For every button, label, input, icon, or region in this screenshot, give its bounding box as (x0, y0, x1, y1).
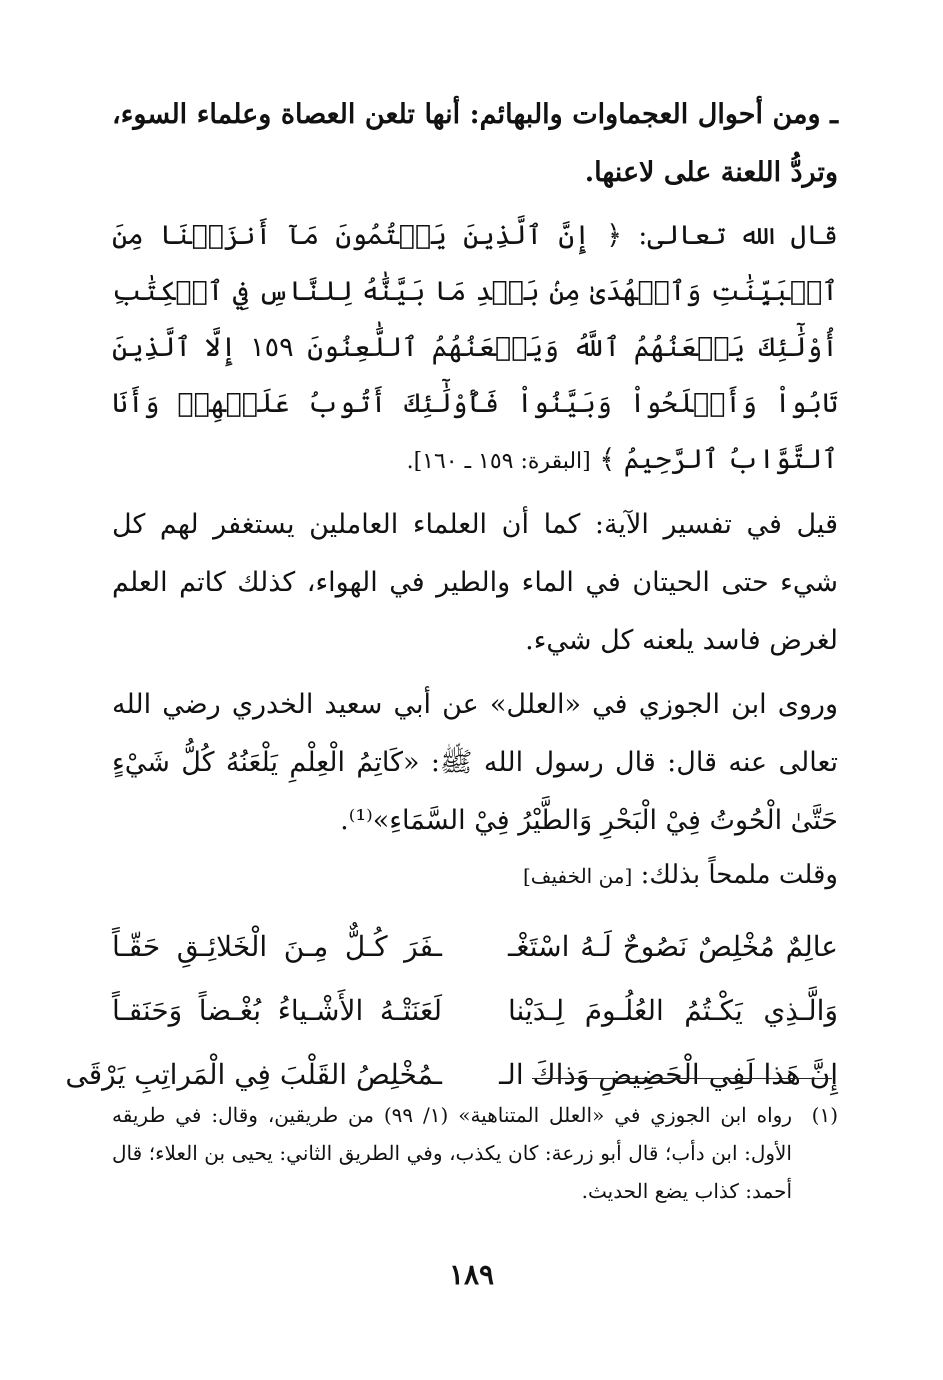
verse-first-hemistich: عالِمٌ مُخْلِصٌ نَصُوحٌ لَـهُ اسْتَغْـ (508, 930, 838, 963)
paragraph-hadith: وروى ابن الجوزي في «العلل» عن أبي سعيد الخدري رضي الله تعالى عنه قال: قال رسول الله ﷺ: «كَاتِمُ الْعِلْمِ يَلْعَنُهُ كُلُّ شَيْءٍ حَتَّىٰ الْحُوتُ فِيْ الْبَحْرِ وَالطَّيْرُ فِيْ السَّمَاءِ»⁽¹⁾. (112, 689, 838, 836)
poem-intro: وقلت ملمحاً بذلك: (632, 860, 838, 890)
poem-verse (112, 915, 838, 979)
page-body (65, 86, 838, 1107)
verse-second-hemistich: ـفَرَ كُـلٌّ مِـنَ الْخَلائِـقِ حَقّـاً (112, 930, 442, 963)
footnote-text: رواه ابن الجوزي في «العلل المتناهية» (١/ ٩٩) من طريقين، وقال: في طريقه الأول: ابن دأب؛ قال أبو زرعة: كان يكذب، وفي الطريق الثاني: يحيى بن العلاء؛ قال أحمد: كذاب يضع الحديث. (112, 1103, 792, 1203)
footnote-separator (532, 1078, 832, 1079)
quran-intro: قال الله تعالى: (622, 220, 838, 251)
verse-first-hemistich: وَالَّـذِي يَكْـتُمُ العُلُـومَ لِـدَيْنا (508, 994, 838, 1027)
verse-second-hemistich: ـمُخْلِصُ القَلْبَ فِي الْمَراتِبِ يَرْقَى (65, 1058, 442, 1091)
quran-verse: ﴿ إِنَّ ٱلَّذِينَ يَكۡتُمُونَ مَآ أَنزَلۡنَا مِنَ ٱلۡبَيِّنَٰتِ وَٱلۡهُدَىٰ مِنۢ بَعۡدِ مَا بَيَّنَّٰهُ لِلنَّاسِ فِي ٱلۡكِتَٰبِ أُوْلَٰٓئِكَ يَلۡعَنُهُمُ ٱللَّهُ وَيَلۡعَنُهُمُ ٱللَّٰعِنُونَ ١٥٩ إِلَّا ٱلَّذِينَ تَابُواْ وَأَصۡلَحُواْ وَبَيَّنُواْ فَأُوْلَٰٓئِكَ أَتُوبُ عَلَيۡهِمۡ وَأَنَا ٱلتَّوَّابُ ٱلرَّحِيمُ ﴾ (112, 220, 838, 475)
verse-second-hemistich: لَعَنَتْـهُ الأَشْـياءُ بُغْـضاً وَحَنَقـاً (112, 994, 442, 1027)
paragraph-tafsir: قيل في تفسير الآية: كما أن العلماء العاملين يستغفر لهم كل شيء حتى الحيتان في الماء والطير في الهواء، كذلك كاتم العلم لغرض فاسد يلعنه كل شيء. (112, 509, 838, 656)
verse-first-hemistich: إِنَّ هَذا لَفِي الْحَضِيضِ وَذاكَ الـ (499, 1058, 838, 1091)
paragraph-animals-curse: ـ ومن أحوال العجماوات والبهائم: أنها تلعن العصاة وعلماء السوء، وتردُّ اللعنة على لاعنها. (112, 99, 838, 188)
poem-meter: [من الخفيف] (523, 864, 633, 888)
footnotes (112, 1096, 838, 1210)
page-number: ١٨٩ (448, 1258, 495, 1291)
poem-verse (112, 979, 838, 1043)
footnote (112, 1096, 838, 1210)
poem-intro-line (112, 850, 838, 901)
quran-reference: [البقرة: ١٥٩ ـ ١٦٠]. (406, 449, 591, 474)
footnote-number: (١) (811, 1103, 838, 1127)
quran-passage (112, 208, 838, 490)
